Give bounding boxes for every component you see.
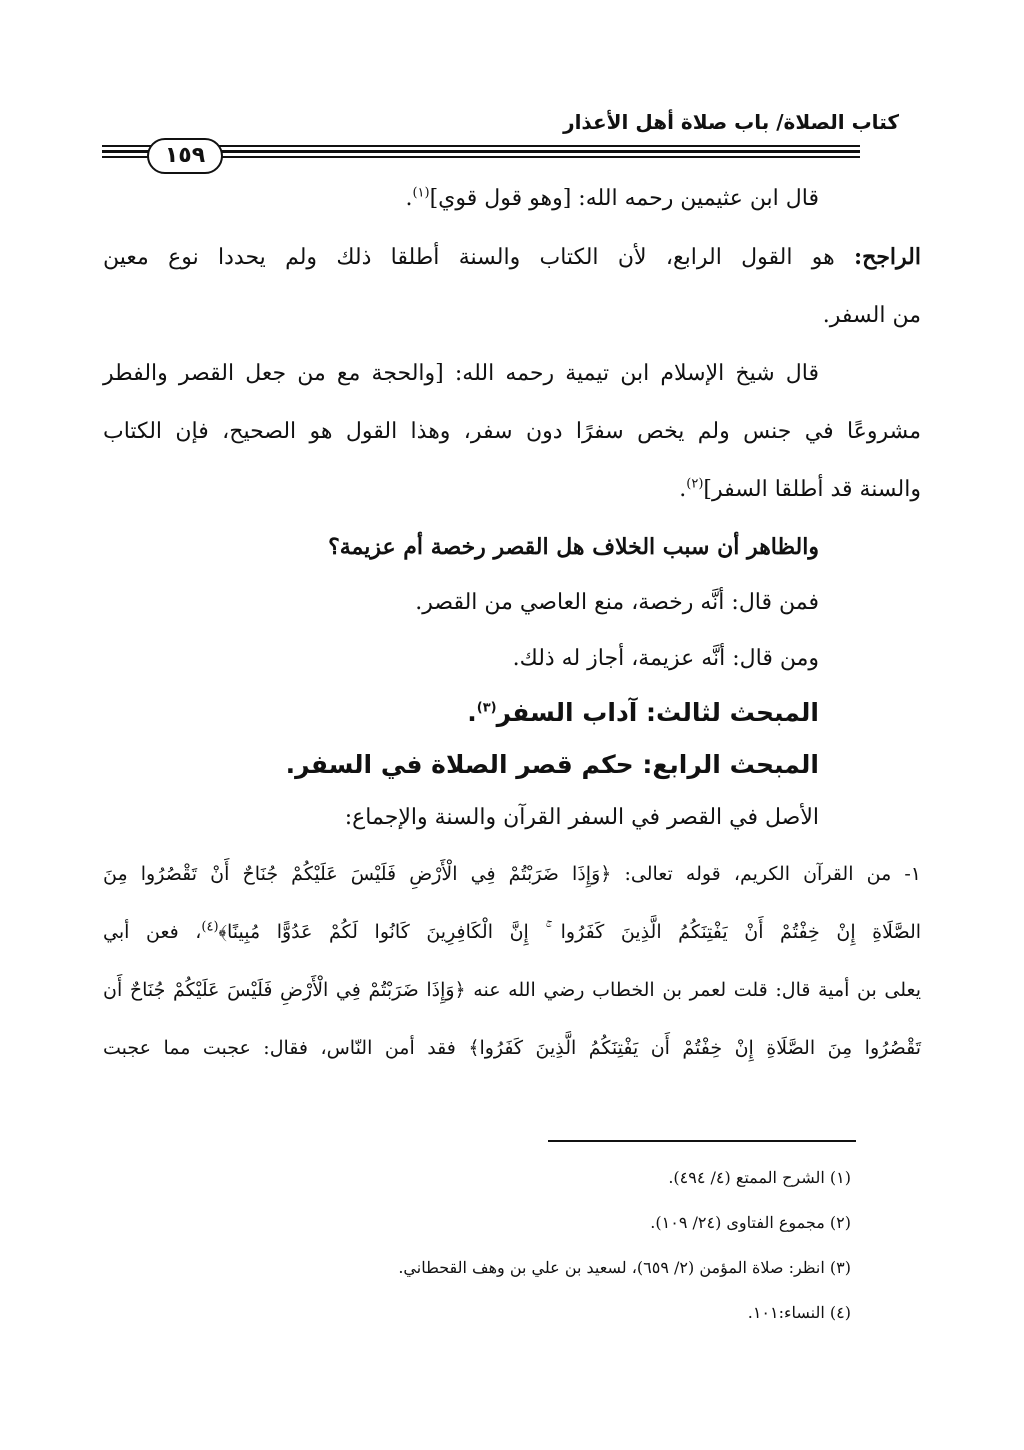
footnote-2: (٢) مجموع الفتاوى (٢٤/ ١٠٩). [650,1213,851,1232]
footnote-separator [548,1140,856,1142]
footnote-ref-1[interactable]: (١) [412,185,430,201]
main-text [103,170,922,1077]
footnote-1: (١) الشرح الممتع (٤/ ٤٩٤). [668,1168,851,1187]
paragraph-ibn-taymiyyah-line: مشروعًا في جنس ولم يخص سفرًا دون سفر، وهذا القول هو الصحيح، فإن الكتاب [103,419,921,444]
paragraph-ibn-taymiyyah-line: والسنة قد أطلقا السفر]$^{(٢)}$. [679,476,921,502]
paragraph-asl: الأصل في القصر في السفر القرآن والسنة والإجماع: [344,805,819,830]
footnote-4: (٤) النساء:١٠١. [747,1303,851,1322]
footnote-3: (٣) انظر: صلاة المؤمن (٢/ ٦٥٩)، لسعيد بن علي بن وهف القحطاني. [398,1258,851,1277]
paragraph-quran-line: يعلى بن أمية قال: قلت لعمر بن الخطاب رضي الله عنه ﴿وَإِذَا ضَرَبْتُمْ فِي الْأَرْضِ فَلَيْسَ عَلَيْكُمْ جُنَاحٌ أَن [103,979,921,1001]
page-number: ١٥٩ [147,138,223,174]
paragraph-quran-line: الصَّلَاةِ إِنْ خِفْتُمْ أَنْ يَفْتِنَكُمُ الَّذِينَ كَفَرُوا ۚ إِنَّ الْكَافِرِينَ كَانُوا لَكُمْ عَدُوًّا مُبِينًا﴾$^{(٤)}$، فعن أبي [103,919,922,943]
footnote-ref-4[interactable]: (٤) [201,919,219,935]
paragraph-azima: ومن قال: أنَّه عزيمة، أجاز له ذلك. [512,646,819,671]
footnotes [398,1155,851,1335]
footnote-ref-3[interactable]: (٣) [476,700,497,716]
paragraph-dhahir: والظاهر أن سبب الخلاف هل القصر رخصة أم عزيمة؟ [328,534,819,560]
paragraph-ibn-uthaymin: قال ابن عثيمين رحمه الله: [وهو قول قوي]$^{(١)}$. [405,185,819,211]
rajih-label: الراجح: [854,244,921,270]
running-header: كتاب الصلاة/ باب صلاة أهل الأعذار [563,110,899,134]
paragraph-quran-line: تَقْصُرُوا مِنَ الصَّلَاةِ إِنْ خِفْتُمْ أَن يَفْتِنَكُمُ الَّذِينَ كَفَرُوا﴾ فقد أمن النّاس، فقال: عجبت مما عجبت [103,1037,921,1059]
paragraph-rajih-line: من السفر. [822,303,921,328]
paragraph-rukhsa: فمن قال: أنَّه رخصة، منع العاصي من القصر. [415,590,819,615]
paragraph-rajih-line: الراجح: هو القول الرابع، لأن الكتاب والسنة أطلقا ذلك ولم يحددا نوع معين [103,244,921,270]
heading-fourth-section: المبحث الرابع: حكم قصر الصلاة في السفر. [285,750,819,779]
heading-third-section: المبحث لثالث: آداب السفر$^{(٣)}$. [467,698,819,727]
footnote-ref-2[interactable]: (٢) [686,476,704,492]
paragraph-ibn-taymiyyah-line: قال شيخ الإسلام ابن تيمية رحمه الله: [والحجة مع من جعل القصر والفطر [103,361,819,386]
paragraph-quran-line: ١- من القرآن الكريم، قوله تعالى: ﴿وَإِذَا ضَرَبْتُمْ فِي الْأَرْضِ فَلَيْسَ عَلَيْكُمْ جُنَاحٌ أَنْ تَقْصُرُوا مِنَ [103,863,921,885]
